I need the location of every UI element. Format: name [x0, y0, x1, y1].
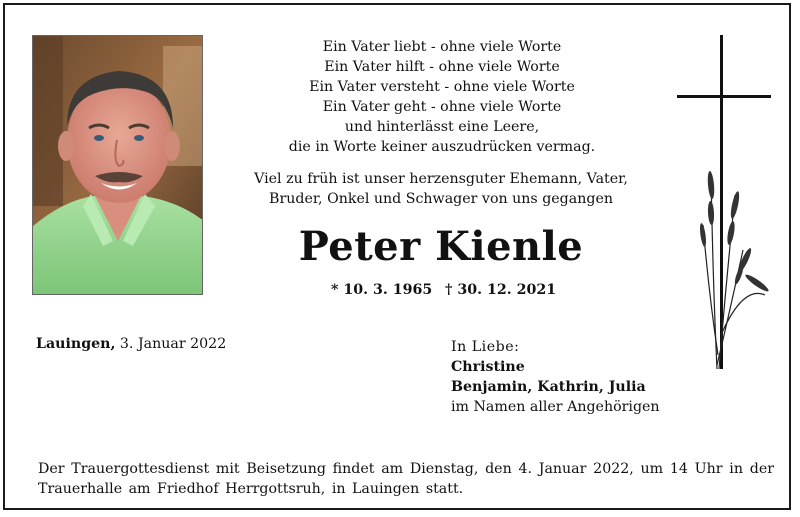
- place-name: Lauingen,: [36, 336, 116, 352]
- mourners-label: In Liebe:: [451, 339, 520, 355]
- portrait-image: [33, 36, 203, 295]
- portrait-photo: [32, 35, 203, 295]
- obituary-notice: [3, 3, 791, 510]
- death-date: † 30. 12. 2021: [445, 282, 557, 298]
- notice-date: 3. Januar 2022: [119, 336, 227, 352]
- funeral-service-info: Der Trauergottesdienst mit Beisetzung findet am Dienstag, den 4. Januar 2022, um 14 Uhr in der Trauerhalle am Friedhof Herrgottsruh, in Lauingen statt.: [38, 461, 774, 497]
- poem-line: Ein Vater liebt - ohne viele Worte: [322, 39, 562, 55]
- poem-line: die in Worte keiner auszudrücken vermag.: [288, 139, 596, 155]
- birth-date: * 10. 3. 1965: [331, 282, 433, 298]
- poem-line: und hinterlässt eine Leere,: [344, 119, 540, 135]
- intro-line: Bruder, Onkel und Schwager von uns gegangen: [269, 191, 613, 207]
- mourner-spouse: Christine: [451, 359, 525, 375]
- poem-line: Ein Vater geht - ohne viele Worte: [322, 99, 562, 115]
- poem-verse: [261, 37, 623, 157]
- poem-line: Ein Vater hilft - ohne viele Worte: [324, 59, 560, 75]
- death-announcement-text: [241, 169, 641, 209]
- place-and-date: [36, 334, 226, 354]
- mourner-children: Benjamin, Kathrin, Julia: [451, 379, 646, 395]
- deceased-name: Peter Kienle: [298, 223, 584, 270]
- mourner-others: im Namen aller Angehörigen: [451, 399, 660, 415]
- poem-line: Ein Vater versteht - ohne viele Worte: [309, 79, 575, 95]
- mourners-list: [451, 337, 711, 417]
- cross-wheat-icon: [673, 35, 777, 373]
- intro-line: Viel zu früh ist unser herzensguter Ehemann, Vater,: [254, 171, 628, 187]
